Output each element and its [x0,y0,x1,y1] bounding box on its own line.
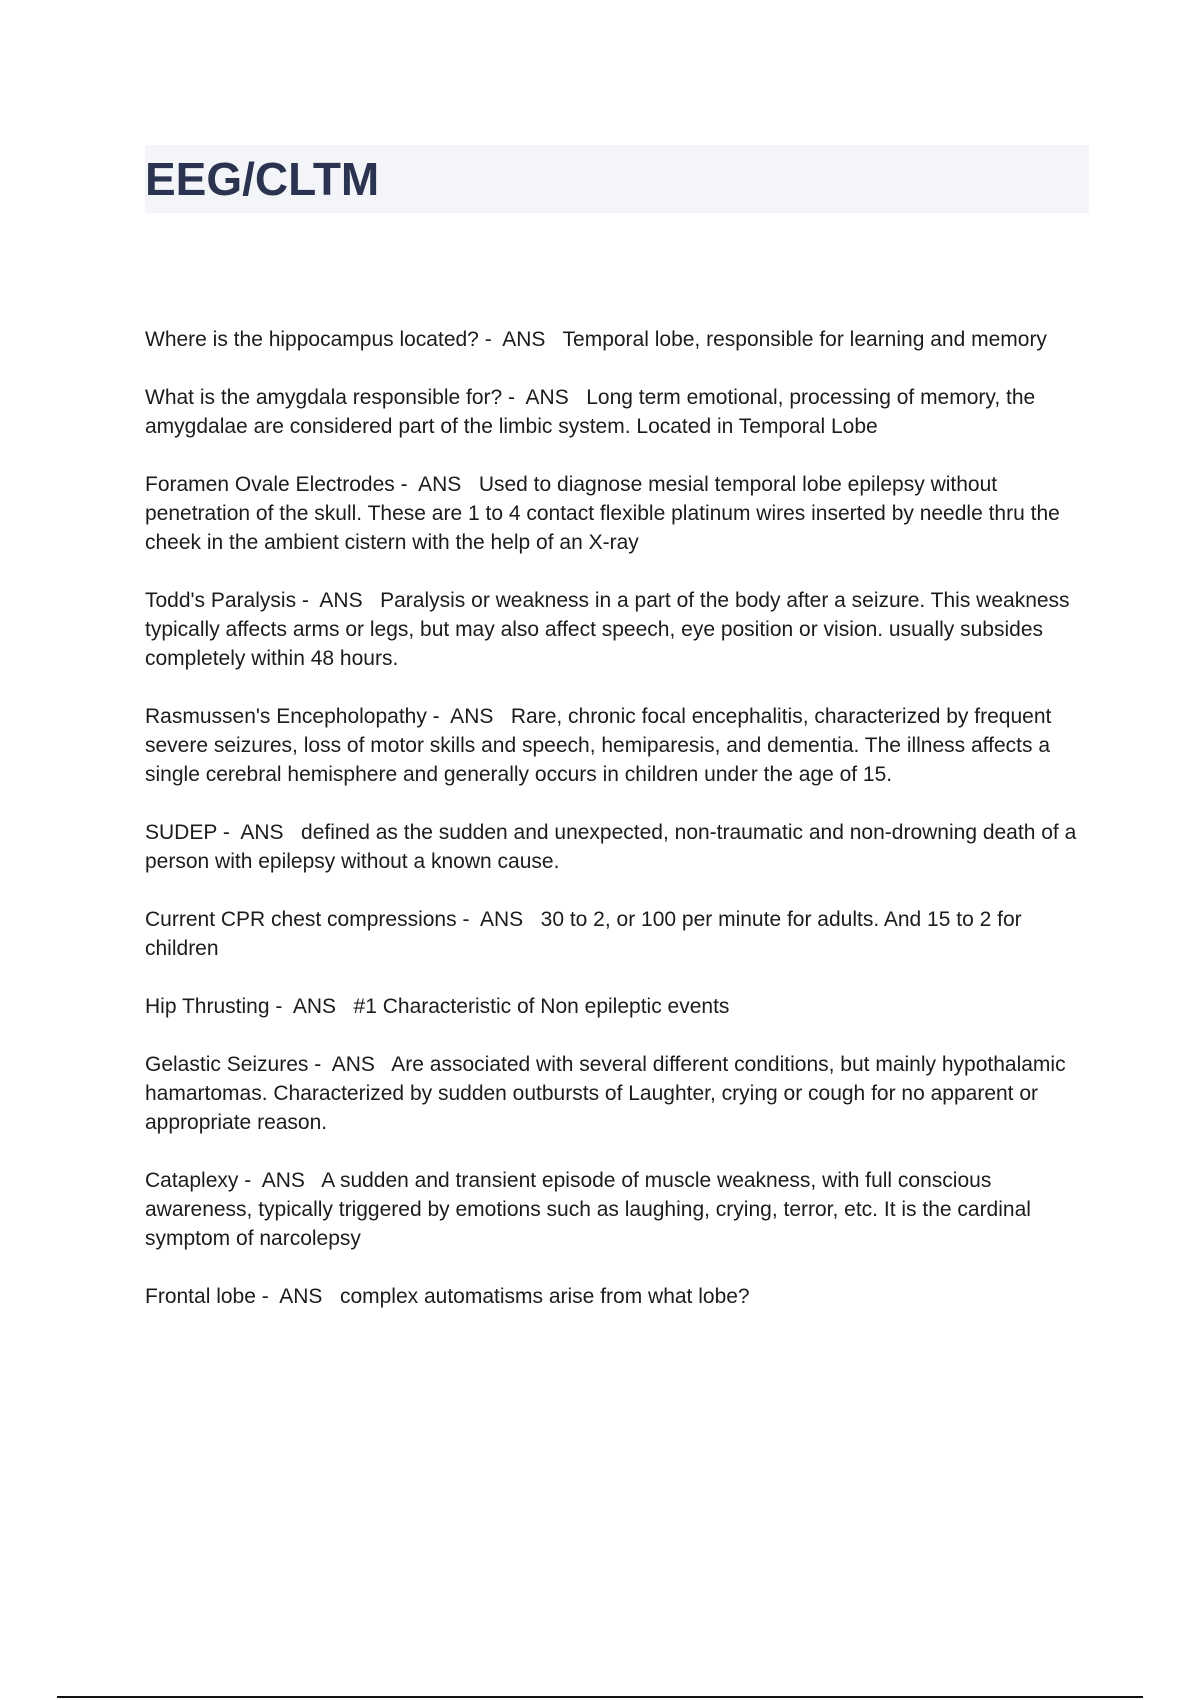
qa-item [145,470,1090,557]
qa-question: Todd's Paralysis [145,589,297,612]
qa-question: Gelastic Seizures [145,1053,309,1076]
qa-separator: - ANS [456,908,541,931]
footer-divider [57,1696,1143,1698]
qa-item [145,905,1090,963]
qa-separator: - ANS [269,995,354,1018]
qa-item [145,1282,1090,1311]
qa-answer: Temporal lobe, responsible for learning and memory [562,328,1047,351]
qa-answer: A sudden and transient episode of muscle weakness, with full conscious awareness, typically triggered by emotions such as laughing, crying, terror, etc. It is the cardinal symptom of narcolepsy [145,1169,1031,1250]
qa-item [145,992,1090,1021]
qa-answer: Long term emotional, processing of memory, the amygdalae are considered part of the limbic system. Located in Temporal Lobe [145,386,1036,438]
qa-separator: - ANS [255,1285,340,1308]
qa-separator: - ANS [478,328,563,351]
qa-answer: Are associated with several different conditions, but mainly hypothalamic hamartomas. Characterized by sudden outbursts of Laughter, crying or cough for no apparent or appropriate reason. [145,1053,1066,1134]
qa-answer: Rare, chronic focal encephalitis, characterized by frequent severe seizures, loss of motor skills and speech, hemiparesis, and dementia. The illness affects a single cerebral hemisphere and generally occurs in children under the age of 15. [145,705,1052,786]
qa-item [145,383,1090,441]
qa-question: Foramen Ovale Electrodes [145,473,395,496]
qa-item [145,586,1090,673]
page-title: EEG/CLTM [145,153,380,205]
qa-question: What is the amygdala responsible for? [145,386,503,409]
qa-question: Current CPR chest compressions [145,908,457,931]
qa-separator: - ANS [394,473,479,496]
title-band [145,145,1089,213]
qa-answer: complex automatisms arise from what lobe? [339,1285,750,1308]
qa-answer: #1 Characteristic of Non epileptic events [353,995,730,1018]
qa-item [145,1166,1090,1253]
qa-separator: - ANS [426,705,511,728]
qa-answer: defined as the sudden and unexpected, non-traumatic and non-drowning death of a person with epilepsy without a known cause. [145,821,1077,873]
qa-answer: Paralysis or weakness in a part of the body after a seizure. This weakness typically affects arms or legs, but may also affect speech, eye position or vision. usually subsides completely within 48 hours. [145,589,1070,670]
qa-item [145,702,1090,789]
qa-list [145,325,1090,1340]
qa-answer: 30 to 2, or 100 per minute for adults. And 15 to 2 for children [145,908,1022,960]
qa-separator: - ANS [238,1169,322,1192]
qa-item [145,818,1090,876]
qa-answer: Used to diagnose mesial temporal lobe epilepsy without penetration of the skull. These are 1 to 4 contact flexible platinum wires inserted by needle thru the cheek in the ambient cistern with the help of an X-ray [145,473,1060,554]
qa-question: Hip Thrusting [145,995,270,1018]
qa-question: Where is the hippocampus located? [145,328,479,351]
qa-question: Cataplexy [145,1169,239,1192]
qa-separator: - ANS [296,589,381,612]
qa-separator: - ANS [216,821,302,844]
qa-item [145,325,1090,354]
qa-question: Frontal lobe [145,1285,256,1308]
qa-separator: - ANS [308,1053,392,1076]
qa-item [145,1050,1090,1137]
qa-separator: - ANS [502,386,587,409]
qa-question: Rasmussen's Encepholopathy [145,705,427,728]
qa-question: SUDEP [145,821,217,844]
